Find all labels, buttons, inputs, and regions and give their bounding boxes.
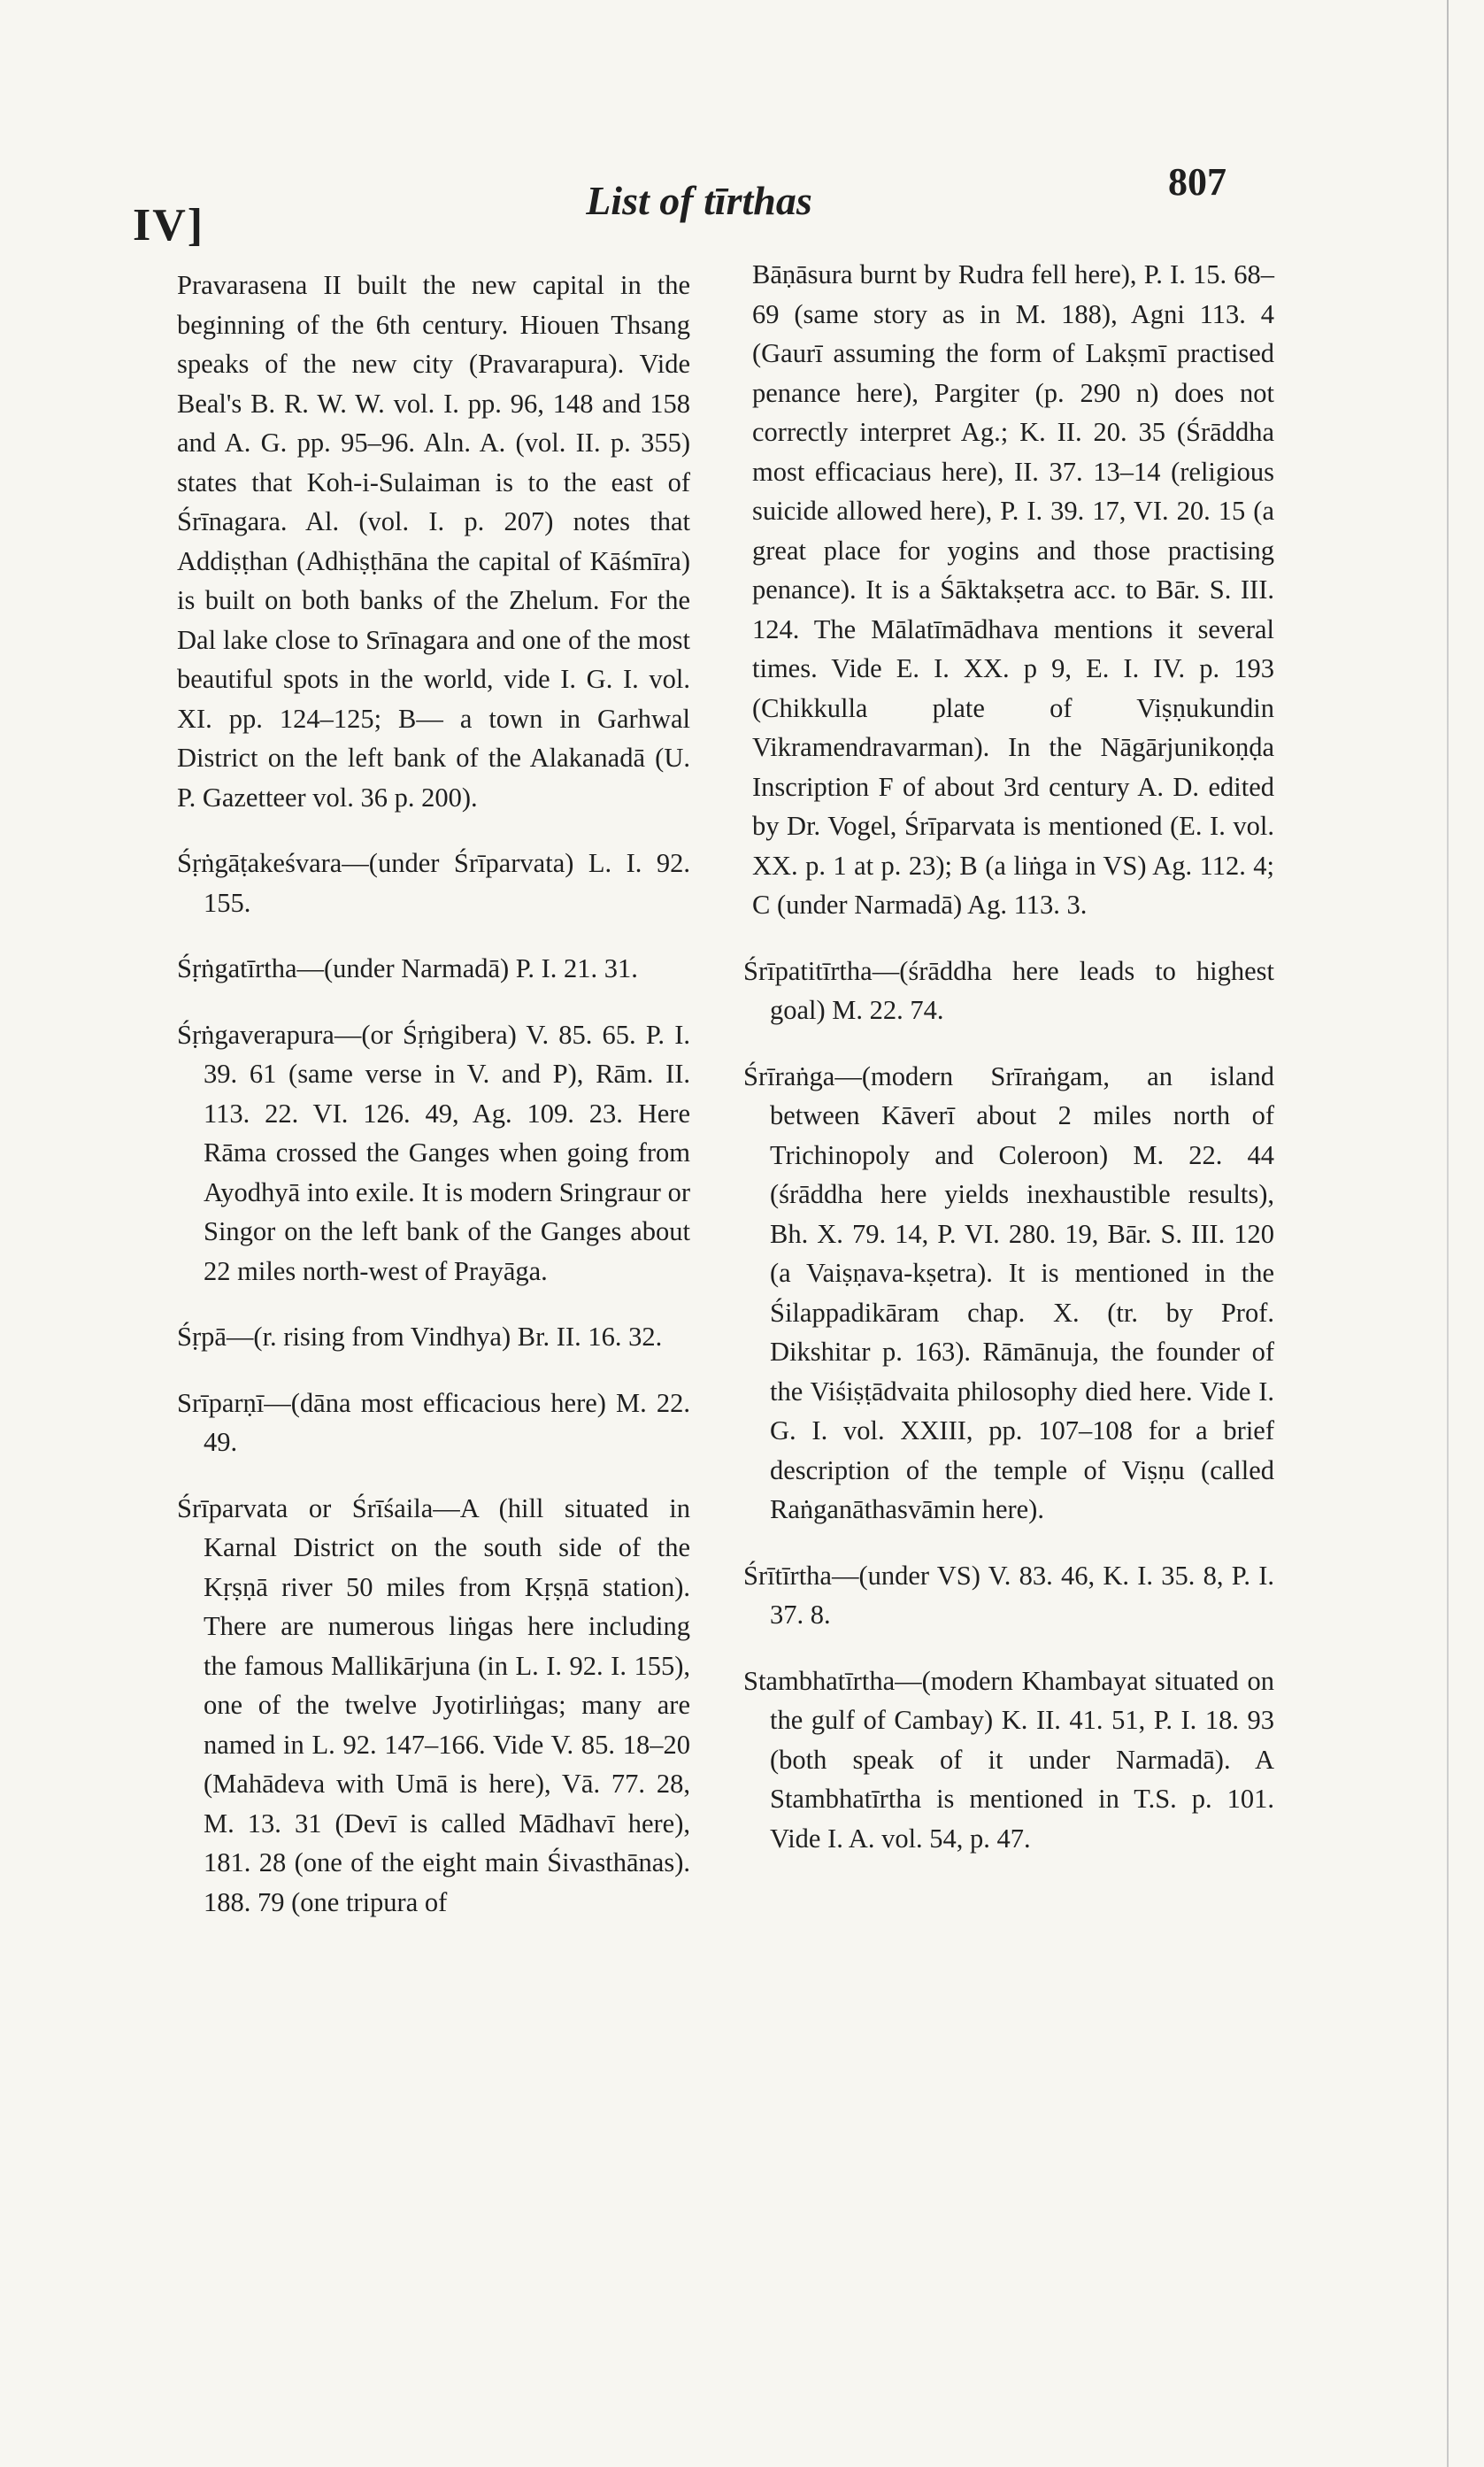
page-edge-line bbox=[1447, 0, 1449, 2467]
entry-srngaverapura: Śṛṅgaverapura—(or Śṛṅgibera) V. 85. 65. P. I. 39. 61 (same verse in V. and P), Rām. II. 113. 22. VI. 126. 49, Ag. 109. 23. Here Rāma crossed the Ganges when going from Ayodhyā into exile. It is modern Sringraur or Singor on the left bank of the Ganges about 22 miles north-west of Prayāga. bbox=[177, 1019, 690, 1286]
entry-sripatitirtha: Śrīpatitīrtha—(śrāddha here leads to highest goal) M. 22. 74. bbox=[743, 955, 1274, 1025]
left-column bbox=[177, 266, 690, 1948]
right-column bbox=[743, 255, 1274, 1885]
entry-stambhatirtha: Stambhatīrtha—(modern Khambayat situated on the gulf of Cambay) K. II. 41. 51, P. I. 18. 93 (both speak of it under Narmadā). A Stambhatīrtha is mentioned in T.S. p. 101. Vide I. A. vol. 54, p. 47. bbox=[743, 1665, 1274, 1854]
entry-sritirtha: Śrītīrtha—(under VS) V. 83. 46, K. I. 35. 8, P. I. 37. 8. bbox=[743, 1560, 1274, 1630]
entry-srpa: Śṛpā—(r. rising from Vindhya) Br. II. 16. 32. bbox=[177, 1322, 663, 1352]
page-number: 807 bbox=[1168, 160, 1226, 204]
entry-sriranga: Śrīraṅga—(modern Srīraṅgam, an island between Kāverī about 2 miles north of Trichinopoly and Coleroon) M. 22. 44 (śrāddha here yields inexhaustible results), Bh. X. 79. 14, P. VI. 280. 19, Bār. S. III. 120 (a Vaiṣṇava-kṣetra). It is mentioned in the Śilappadikāram chap. X. (tr. by Prof. Dikshitar p. 163). Rāmānuja, the founder of the Viśiṣṭādvaita philosophy died here. Vide I. G. I. vol. XXIII, pp. 107–108 for a brief description of the temple of Viṣṇu (called Raṅganāthasvāmin here). bbox=[743, 1060, 1274, 1524]
entry-sriparvata-continued: Bāṇāsura burnt by Rudra fell here), P. I. 15. 68–69 (same story as in M. 188), Agni 113. 4 (Gaurī assuming the form of Lakṣmī practised penance here), Pargiter (p. 290 n) does not correctly interpret Ag.; K. II. 20. 35 (Śrāddha most efficaciaus here), II. 37. 13–14 (religious suicide allowed here), P. I. 39. 17, VI. 20. 15 (a great place for yogins and those practising penance). It is a Śāktakṣetra acc. to Bār. S. III. 124. The Mālatīmādhava mentions it several times. Vide E. I. XX. p 9, E. I. IV. p. 193 (Chikkulla plate of Viṣṇukundin Vikramendravarman). In the Nāgārjunikoṇḍa Inscription F of about 3rd century A. D. edited by Dr. Vogel, Śrīparvata is mentioned (E. I. vol. XX. p. 1 at p. 23); B (a liṅga in VS) Ag. 112. 4; C (under Narmadā) Ag. 113. 3. bbox=[752, 259, 1274, 920]
page-header bbox=[0, 0, 1484, 266]
entry-continuation: Pravarasena II built the new capital in the beginning of the 6th century. Hiouen Thsang speaks of the new city (Pravarapura). Vide Beal's B. R. W. W. vol. I. pp. 96, 148 and 158 and A. G. pp. 95–96. Aln. A. (vol. II. p. 355) states that Koh-i-Sulaiman is to the east of Śrīnagara. Al. (vol. I. p. 207) notes that Addiṣṭhan (Adhiṣṭhāna the capital of Kāśmīra) is built on both banks of the Zhelum. For the Dal lake close to Srīnagara and one of the most beautiful spots in the world, vide I. G. I. vol. XI. pp. 124–125; B— a town in Garhwal District on the left bank of the Alakanadā (U. P. Gazetteer vol. 36 p. 200). bbox=[177, 270, 690, 813]
entry-srngatirtha: Śṛṅgatīrtha—(under Narmadā) P. I. 21. 31. bbox=[177, 953, 638, 983]
entry-srngatakesvara: Śṛṅgāṭakeśvara—(under Śrīparvata) L. I. 92. 155. bbox=[177, 848, 690, 918]
entry-sriparni: Srīparṇī—(dāna most efficacious here) M. 22. 49. bbox=[177, 1387, 690, 1457]
entry-sriparvata: Śrīparvata or Śrīśaila—A (hill situated in Karnal District on the south side of the Kṛṣṇā river 50 miles from Kṛṣṇā station). There are numerous liṅgas here including the famous Mallikārjuna (in L. I. 92. I. 155), one of the twelve Jyotirliṅgas; many are named in L. 92. 147–166. Vide V. 85. 18–20 (Mahādeva with Umā is here), Vā. 77. 28, M. 13. 31 (Devī is called Mādhavī here), 181. 28 (one of the eight main Śivasthānas). 188. 79 (one tripura of bbox=[177, 1492, 690, 1917]
section-mark: IV] bbox=[133, 200, 205, 251]
running-title: List of tīrthas bbox=[586, 178, 812, 223]
